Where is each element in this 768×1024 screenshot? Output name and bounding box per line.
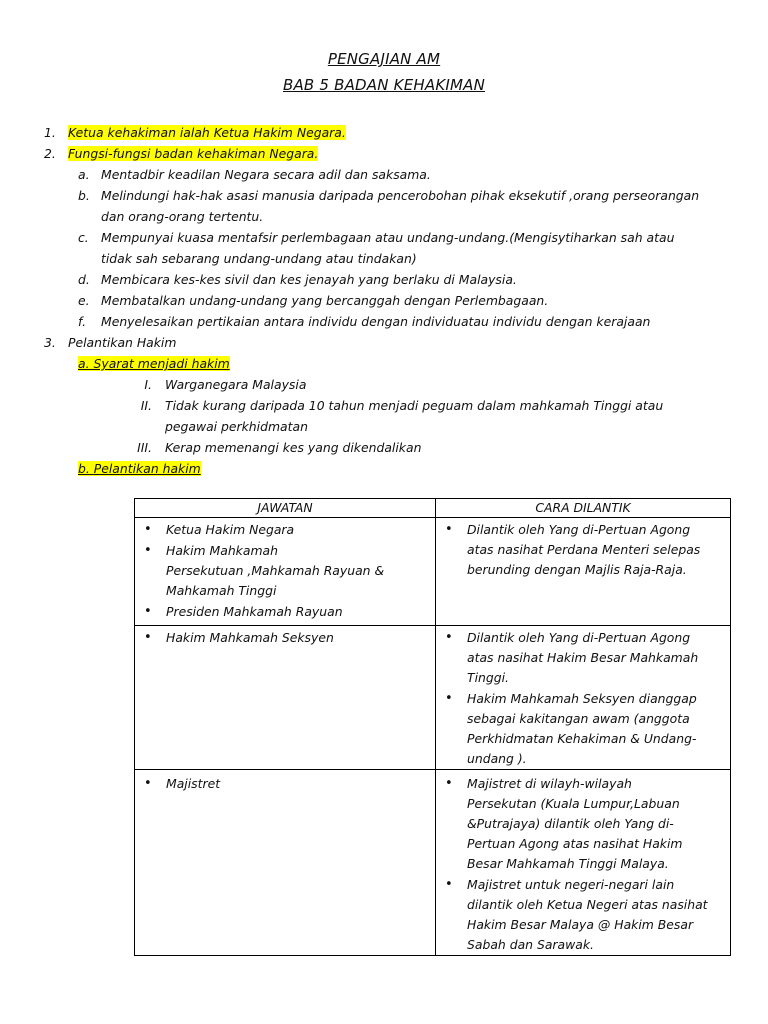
bullet-item xyxy=(135,541,435,601)
section-1-text-plain: Ketua kehakiman ialah xyxy=(68,125,214,140)
subsection-a-heading xyxy=(78,355,230,373)
table-header-row xyxy=(135,499,731,518)
list-item: Membicara kes-kes sivil dan kes jenayah yang berlaku di Malaysia. xyxy=(101,272,517,287)
bullet-line: Hakim Mahkamah Seksyen xyxy=(166,630,334,645)
section-2-heading-text: Fungsi-fungsi badan kehakiman Negara. xyxy=(68,146,319,161)
roman-numeral: II. xyxy=(140,398,152,413)
roman-numeral: I. xyxy=(144,377,152,392)
bullet-line: Perkhidmatan Kehakiman & Undang- xyxy=(467,731,697,746)
bullet-line: Dilantik oleh Yang di-Pertuan Agong xyxy=(467,630,691,645)
subsection-b-text: Pelantikan hakim xyxy=(93,461,201,476)
subsection-a-letter: a. xyxy=(78,356,90,371)
bullet-line: Ketua Hakim Negara xyxy=(166,522,295,537)
bullet-line: Majistret untuk negeri-negari lain xyxy=(467,877,675,892)
list-item-continuation: dan orang-orang tertentu. xyxy=(101,209,264,224)
table-row xyxy=(135,770,731,956)
list-letter: a. xyxy=(78,167,90,182)
bullet-item xyxy=(436,774,730,874)
bullet-line: Hakim Mahkamah Seksyen dianggap xyxy=(467,691,697,706)
jawatan-cell xyxy=(135,770,436,956)
bullet-item xyxy=(436,689,730,769)
bullet-line: Dilantik oleh Yang di-Pertuan Agong xyxy=(467,522,691,537)
bullet-line: Mahkamah Tinggi xyxy=(166,583,277,598)
bullet-line: atas nasihat Perdana Menteri selepas xyxy=(467,542,701,557)
list-item: Melindungi hak-hak asasi manusia daripada pencerobohan pihak eksekutif ,orang perseorangan xyxy=(101,188,700,203)
section-1-highlight: Ketua Hakim Negara. xyxy=(213,125,346,140)
list-letter: b. xyxy=(78,188,90,203)
requirement-item: Kerap memenangi kes yang dikendalikan xyxy=(165,440,422,455)
bullet-item xyxy=(436,875,730,955)
cara-dilantik-cell xyxy=(436,626,731,770)
bullet-line: dilantik oleh Ketua Negeri atas nasihat xyxy=(467,897,708,912)
list-item: Mempunyai kuasa mentafsir perlembagaan atau undang-undang.(Mengisytiharkan sah atau xyxy=(101,230,675,245)
bullet-item xyxy=(135,628,435,648)
bullet-item xyxy=(436,520,730,580)
list-item: Menyelesaikan pertikaian antara individu dengan individuatau individu dengan kerajaan xyxy=(101,314,651,329)
bullet-line: atas nasihat Hakim Besar Mahkamah xyxy=(467,650,699,665)
section-1-text xyxy=(68,124,346,142)
header-cara-dilantik: CARA DILANTIK xyxy=(436,499,731,518)
jawatan-cell xyxy=(135,626,436,770)
list-letter: d. xyxy=(78,272,90,287)
bullet-line: Hakim Besar Malaya @ Hakim Besar xyxy=(467,917,694,932)
cara-dilantik-cell xyxy=(436,518,731,626)
bullet-line: Sabah dan Sarawak. xyxy=(467,937,594,952)
document-title: PENGAJIAN AM xyxy=(327,50,441,68)
jawatan-cell xyxy=(135,518,436,626)
bullet-line: Majistret xyxy=(166,776,221,791)
bullet-line: Tinggi. xyxy=(467,670,509,685)
bullet-item xyxy=(135,774,435,794)
list-letter: e. xyxy=(78,293,90,308)
list-letter: f. xyxy=(78,314,87,329)
section-number: 3. xyxy=(44,335,56,350)
subsection-b-letter: b. xyxy=(78,461,90,476)
requirement-item: Warganegara Malaysia xyxy=(165,377,307,392)
list-item: Mentadbir keadilan Negara secara adil dan saksama. xyxy=(101,167,431,182)
cara-dilantik-cell xyxy=(436,770,731,956)
header-jawatan: JAWATAN xyxy=(135,499,436,518)
bullet-line: Besar Mahkamah Tinggi Malaya. xyxy=(467,856,669,871)
table-row xyxy=(135,518,731,626)
bullet-line: berunding dengan Majlis Raja-Raja. xyxy=(467,562,687,577)
subsection-b-heading xyxy=(78,460,201,478)
bullet-item xyxy=(135,520,435,540)
section-number: 1. xyxy=(44,125,56,140)
appointment-table xyxy=(134,498,731,956)
subsection-a-text: Syarat menjadi hakim xyxy=(93,356,230,371)
requirement-item: Tidak kurang daripada 10 tahun menjadi peguam dalam mahkamah Tinggi atau xyxy=(165,398,664,413)
list-item: Membatalkan undang-undang yang bercanggah dengan Perlembagaan. xyxy=(101,293,549,308)
list-letter: c. xyxy=(78,230,89,245)
bullet-item xyxy=(135,602,435,622)
bullet-line: Majistret di wilayh-wilayah xyxy=(467,776,632,791)
section-number: 2. xyxy=(44,146,56,161)
bullet-line: &Putrajaya) dilantik oleh Yang di- xyxy=(467,816,674,831)
bullet-line: Persekutuan ,Mahkamah Rayuan & xyxy=(166,563,385,578)
section-3-heading: Pelantikan Hakim xyxy=(68,335,177,350)
requirement-item-continuation: pegawai perkhidmatan xyxy=(165,419,308,434)
list-item-continuation: tidak sah sebarang undang-undang atau tindakan) xyxy=(101,251,417,266)
section-2-heading xyxy=(68,145,318,163)
bullet-line: Pertuan Agong atas nasihat Hakim xyxy=(467,836,683,851)
bullet-line: Persekutan (Kuala Lumpur,Labuan xyxy=(467,796,680,811)
bullet-item xyxy=(436,628,730,688)
roman-numeral: III. xyxy=(137,440,152,455)
table-row xyxy=(135,626,731,770)
document-subtitle: BAB 5 BADAN KEHAKIMAN xyxy=(282,76,485,94)
bullet-line: sebagai kakitangan awam (anggota xyxy=(467,711,690,726)
bullet-line: Hakim Mahkamah xyxy=(166,543,278,558)
bullet-line: undang ). xyxy=(467,751,527,766)
bullet-line: Presiden Mahkamah Rayuan xyxy=(166,604,343,619)
